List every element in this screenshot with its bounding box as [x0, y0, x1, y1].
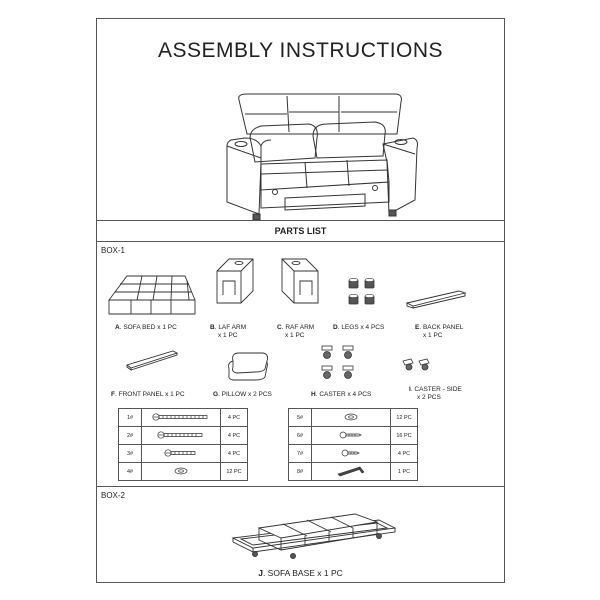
part-h-label: [311, 391, 371, 399]
table-row: [289, 427, 418, 445]
part-b-line2: x 1 PC: [218, 332, 238, 339]
part-c-label: [277, 324, 314, 340]
hardware-qty: 12 PC: [221, 463, 248, 481]
legs-icon: [345, 277, 379, 311]
hardware-qty: 4 PC: [391, 445, 418, 463]
part-b-label: [210, 324, 246, 340]
hardware-number: 4#: [119, 463, 142, 481]
part-c-letter: C: [277, 324, 282, 331]
part-i-letter: I: [409, 386, 411, 393]
part-b-line1: . LAF ARM: [214, 324, 247, 331]
hardware-number: 5#: [289, 409, 312, 427]
part-e-line1: . BACK PANEL: [419, 324, 464, 331]
part-h-text: . CASTER x 4 PCS: [315, 391, 372, 398]
part-e-label: [415, 324, 463, 340]
table-row: [289, 445, 418, 463]
hardware-qty: 1 PC: [391, 463, 418, 481]
hardware-qty: 12 PC: [391, 409, 418, 427]
box-1-label: BOX-1: [101, 246, 126, 255]
part-b-letter: B: [210, 324, 215, 331]
part-d-text: . LEGS x 4 PCS: [337, 324, 385, 331]
table-row: [289, 463, 418, 481]
table-row: [119, 463, 248, 481]
hardware-table-right: [288, 408, 418, 481]
short-bolt-icon: [142, 445, 221, 463]
part-f-label: [111, 391, 185, 399]
part-a-label: [115, 324, 177, 332]
part-a-text: . SOFA BED x 1 PC: [119, 324, 177, 331]
part-g-label: [213, 391, 272, 399]
hardware-qty: 4 PC: [221, 427, 248, 445]
page-title: ASSEMBLY INSTRUCTIONS: [157, 39, 444, 62]
hardware-number: 1#: [119, 409, 142, 427]
part-f-letter: F: [111, 391, 115, 398]
part-e-line2: x 1 PC: [423, 332, 443, 339]
caster-side-icon: [401, 357, 433, 373]
long-bolt-icon: [142, 409, 221, 427]
table-row: [119, 409, 248, 427]
hardware-number: 6#: [289, 427, 312, 445]
part-h-letter: H: [311, 391, 316, 398]
sofa-illustration: [217, 74, 417, 219]
part-j-letter: J: [258, 568, 263, 578]
part-g-text: . PILLOW x 2 PCS: [218, 391, 272, 398]
hardware-table-left: [118, 408, 248, 481]
instruction-sheet: [96, 18, 505, 583]
part-d-label: [333, 324, 384, 332]
part-e-letter: E: [415, 324, 420, 331]
laf-arm-icon: [215, 257, 255, 307]
short-screw-icon: [312, 445, 391, 463]
medium-bolt-icon: [142, 427, 221, 445]
part-j-text: . SOFA BASE x 1 PC: [262, 568, 343, 578]
pillow-icon: [225, 351, 271, 381]
allen-key-icon: [312, 463, 391, 481]
part-c-line1: . RAF ARM: [281, 324, 315, 331]
back-panel-icon: [405, 289, 467, 309]
part-g-letter: G: [213, 391, 219, 398]
raf-arm-icon: [280, 257, 320, 307]
part-a-letter: A: [115, 324, 120, 331]
washer-icon: [142, 463, 221, 481]
parts-list-header: PARTS LIST: [97, 220, 504, 242]
hardware-number: 7#: [289, 445, 312, 463]
part-i-line1: . CASTER - SIDE: [410, 386, 462, 393]
washer-icon: [312, 409, 391, 427]
hardware-qty: 4 PC: [221, 409, 248, 427]
hardware-number: 8#: [289, 463, 312, 481]
table-row: [119, 427, 248, 445]
part-c-line2: x 1 PC: [285, 332, 305, 339]
box-2-label: BOX-2: [101, 491, 126, 500]
part-d-letter: D: [333, 324, 338, 331]
table-row: [119, 445, 248, 463]
part-i-line2: x 2 PCS: [417, 394, 441, 401]
caster-icon: [319, 344, 359, 386]
hardware-number: 3#: [119, 445, 142, 463]
sofa-bed-icon: [107, 274, 197, 324]
hardware-number: 2#: [119, 427, 142, 445]
front-panel-icon: [125, 349, 179, 371]
part-i-label: [409, 386, 462, 402]
section-divider: [97, 486, 504, 487]
screw-icon: [312, 427, 391, 445]
part-j-label: [97, 568, 504, 578]
table-row: [289, 409, 418, 427]
part-f-text: . FRONT PANEL x 1 PC: [114, 391, 185, 398]
sofa-base-icon: [229, 502, 399, 564]
hardware-qty: 4 PC: [221, 445, 248, 463]
hardware-qty: 16 PC: [391, 427, 418, 445]
